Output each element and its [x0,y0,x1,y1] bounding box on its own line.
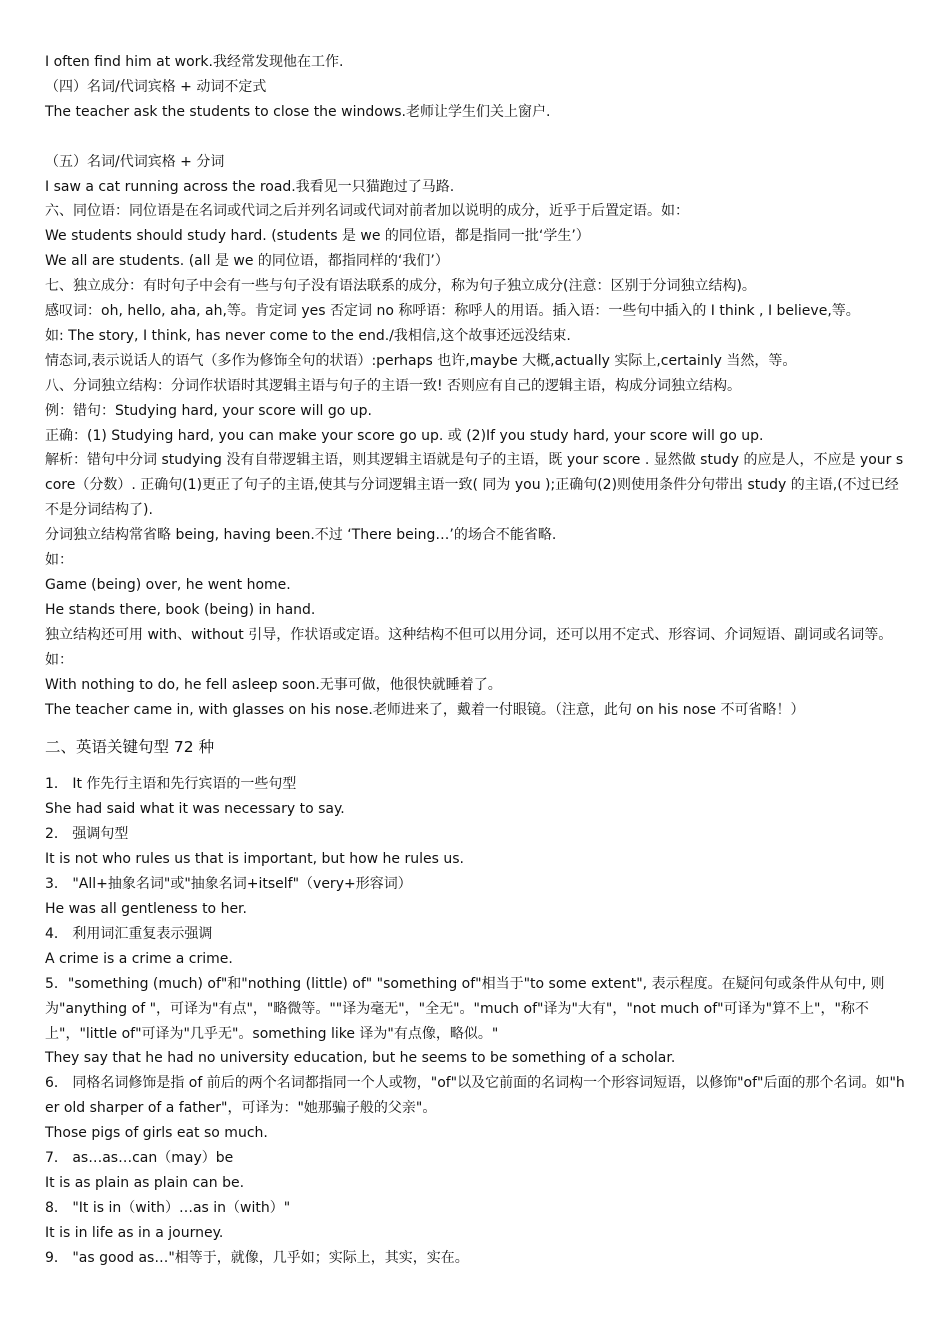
text-line: It is in life as in a journey. [45,1224,224,1241]
text-line: 7． as…as…can（may）be [45,1150,234,1167]
text-line: 6． 同格名词修饰是指 of 前后的两个名词都指同一个人或物，"of"以及它前面的名词构一个形容词短语，以修饰"of"后面的那个名词。如"her old sharper of a father"，可译为："她那骗子般的父亲"。 [45,1075,905,1117]
text-line: 六、同位语：同位语是在名词或代词之后并列名词或代词对前者加以说明的成分，近乎于后置定语。如： [45,203,689,220]
text-line: We all are students. (all 是 we 的同位语，都指同样的‘我们’） [45,253,449,270]
blank-line [45,125,907,150]
text-line: 例：错句：Studying hard, your score will go up. [45,402,372,419]
blank-line [45,722,907,735]
text-line: 解析：错句中分词 studying 没有自带逻辑主语，则其逻辑主语就是句子的主语，既 your score . 显然做 study 的应是人，不应是 your score（分数）. 正确句(1)更正了句子的主语,使其与分词逻辑主语一致( 同为 you );正确句(2)则使用条件分句带出 study 的主语,(不过已经不是分词结构了). [45,452,904,519]
text-line: 4． 利用词汇重复表示强调 [45,925,213,942]
text-line: 如： [45,552,73,569]
text-line: He stands there, book (being) in hand. [45,601,316,618]
text-line: 独立结构还可用 with、without 引导，作状语或定语。这种结构不但可以用分词，还可以用不定式、形容词、介词短语、副词或名词等。如： [45,626,893,668]
blank-line [45,759,907,772]
text-line: With nothing to do, he fell asleep soon.无事可做，他很快就睡着了。 [45,676,502,693]
text-line: 3． "All+抽象名词"或"抽象名词+itself"（very+形容词） [45,876,412,893]
text-line: He was all gentleness to her. [45,900,247,917]
text-line: The teacher came in, with glasses on his nose.老师进来了，戴着一付眼镜。（注意，此句 on his nose 不可省略！） [45,701,805,718]
text-line: 感叹词：oh, hello, aha, ah,等。肯定词 yes 否定词 no 称呼语：称呼人的用语。插入语：一些句中插入的 I think , I believe,等。 [45,303,860,320]
text-line: 分词独立结构常省略 being, having been.不过 ‘There being…’的场合不能省略. [45,527,557,544]
text-line: Those pigs of girls eat so much. [45,1125,268,1142]
text-block-2 [45,150,907,723]
text-line: 9． "as good as…"相等于，就像，几乎如；实际上，其实，实在。 [45,1249,469,1266]
text-line: We students should study hard. (students 是 we 的同位语，都是指同一批‘学生’） [45,228,590,245]
text-line: 8． "It is in（with）…as in（with）" [45,1199,291,1216]
text-line: I saw a cat running across the road.我看见一只猫跑过了马路. [45,178,455,195]
text-line: She had said what it was necessary to say. [45,801,345,818]
text-line: 情态词,表示说话人的语气（多作为修饰全句的状语）:perhaps 也许,maybe 大概,actually 实际上,certainly 当然，等。 [45,352,797,369]
text-line: 八、分词独立结构：分词作状语时其逻辑主语与句子的主语一致! 否则应有自己的逻辑主语，构成分词独立结构。 [45,377,742,394]
text-line: It is not who rules us that is important, but how he rules us. [45,851,464,868]
text-line: Game (being) over, he went home. [45,577,291,594]
text-line: They say that he had no university education, but he seems to be something of a scholar. [45,1050,676,1067]
text-line: （四）名词/代词宾格 + 动词不定式 [45,78,267,95]
text-block-3 [45,772,907,1270]
document-page [45,50,907,1271]
text-line: 1． It 作先行主语和先行宾语的一些句型 [45,776,297,793]
text-line: I often find him at work.我经常发现他在工作. [45,54,344,70]
section-title: 二、英语关键句型 72 种 [45,738,215,757]
text-line: A crime is a crime a crime. [45,950,233,967]
text-line: 七、独立成分：有时句子中会有一些与句子没有语法联系的成分，称为句子独立成分(注意：区别于分词独立结构)。 [45,278,756,295]
text-line: （五）名词/代词宾格 + 分词 [45,153,225,170]
text-line: It is as plain as plain can be. [45,1174,245,1191]
text-line: The teacher ask the students to close the windows.老师让学生们关上窗户. [45,103,551,120]
text-block-1 [45,50,907,125]
text-line: 正确：(1) Studying hard, you can make your score go up. 或 (2)If you study hard, your score will go up. [45,427,764,444]
text-line: 2． 强调句型 [45,826,129,843]
text-line: 5．"something (much) of"和"nothing (little) of" "something of"相当于"to some extent", 表示程度。在疑问句或条件从句中, 则为"anything of "，可译为"有点"，"略微等。""译为毫无"，"全无"。"much of"译为"大有"，"not much of"可译为"算不上"，"称不上"，"little of"可译为"几乎无"。something like 译为"有点像，略似。" [45,975,885,1042]
text-line: 如: The story, I think, has never come to the end./我相信,这个故事还远没结束. [45,327,571,344]
